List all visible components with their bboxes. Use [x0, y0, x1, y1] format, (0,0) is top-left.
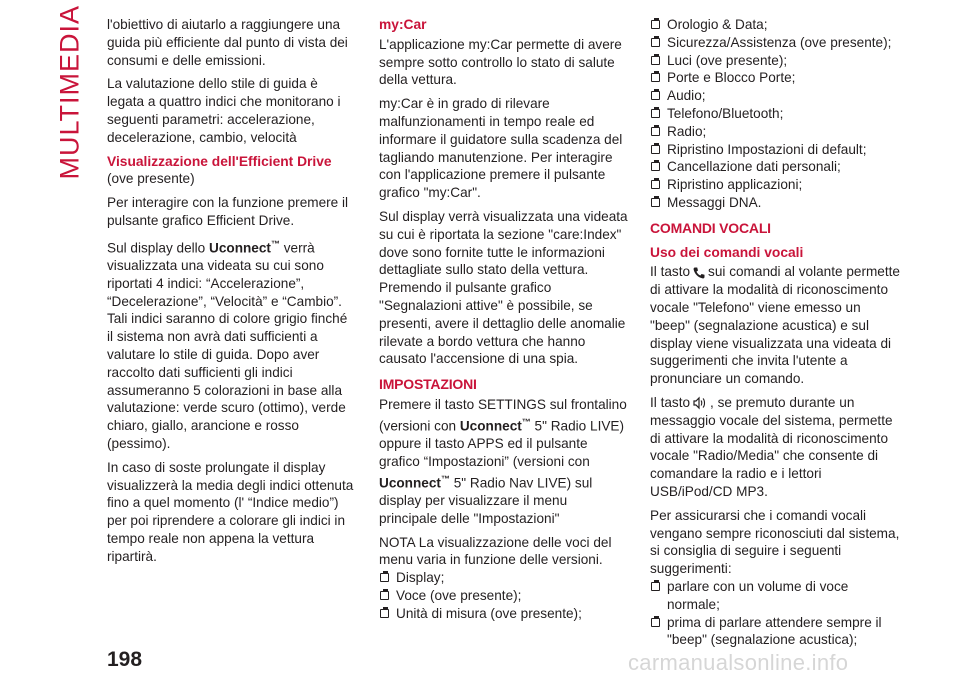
text: verrà visualizzata una videata su cui sono riportati 4 indici: “Accelerazione”, “Decelerazione”, “Velocità” e “Cambio”. Tali indici saranno di colore grigio finché il sistema non avrà dati sufficienti a valutare lo stile di guida. Dopo aver raccolto dati sufficienti gli indici assumeranno 5 colorazioni in base alla valutazione: verde scuro (ottimo), verde chiaro, giallo, arancione e rosso (pessimo). — [107, 240, 348, 452]
settings-list-continued — [650, 16, 902, 212]
column-1 — [107, 16, 357, 572]
list-item — [650, 105, 902, 123]
column-2 — [379, 16, 629, 629]
trademark: ™ — [521, 416, 531, 427]
list-item-label: Audio; — [667, 88, 706, 104]
list-item-label: Telefono/Bluetooth; — [667, 105, 784, 121]
list-item-label: prima di parlare attendere sempre il "beep" (segnalazione acustica); — [667, 614, 882, 648]
checkbox-bullet-icon — [651, 20, 660, 29]
text: Il tasto — [650, 394, 691, 410]
paragraph: Per interagire con la funzione premere il pulsante grafico Efficient Drive. — [107, 195, 349, 228]
paragraph: Per assicurarsi che i comandi vocali vengano sempre riconosciuti dal sistema, si consiglia di seguire i seguenti suggerimenti: — [650, 507, 900, 577]
section-label: MULTIMEDIA — [54, 4, 85, 180]
checkbox-bullet-icon — [651, 162, 660, 171]
list-item — [650, 52, 902, 70]
checkbox-bullet-icon — [651, 618, 660, 627]
text: sui comandi al volante permette di attivare la modalità di riconoscimento vocale "Telefono" viene emesso un "beep" (segnalazione acustica) e sul display viene visualizzata una videata di suggerimenti che invita l'utente a pronunciare un comando. — [650, 264, 900, 387]
list-item — [650, 34, 902, 52]
paragraph: l'obiettivo di aiutarlo a raggiungere una guida più efficiente dal punto di vista dei consumi e delle emissioni. — [107, 17, 348, 68]
note: NOTA La visualizzazione delle voci del menu varia in funzione delle versioni. — [379, 534, 612, 568]
column-3 — [650, 16, 902, 655]
paragraph — [107, 236, 357, 453]
list-item — [650, 141, 902, 159]
paragraph: my:Car è in grado di rilevare malfunzionamenti in tempo reale ed informare il guidatore sulla scadenza del tagliando manutenzione. Per interagire con l'applicazione premere il pulsante grafico "my:Car". — [379, 96, 623, 201]
list-item — [650, 578, 902, 614]
checkbox-bullet-icon — [651, 180, 660, 189]
list-item-label: Ripristino Impostazioni di default; — [667, 141, 867, 157]
list-item — [650, 123, 902, 141]
list-item — [650, 69, 902, 87]
side-section-tab — [52, 4, 85, 180]
voice-command-icon — [692, 396, 708, 410]
list-item-label: Ripristino applicazioni; — [667, 177, 803, 193]
checkbox-bullet-icon — [651, 582, 660, 591]
checkbox-bullet-icon — [651, 109, 660, 118]
list-item-label: Voce (ove presente); — [396, 587, 522, 603]
paragraph: La valutazione dello stile di guida è legata a quattro indici che monitorano i seguenti parametri: accelerazione, decelerazione, cambio, velocità — [107, 76, 341, 145]
list-item — [650, 87, 902, 105]
checkbox-bullet-icon — [651, 127, 660, 136]
page-number: 198 — [107, 648, 143, 671]
heading-note: (ove presente) — [107, 171, 195, 187]
trademark: ™ — [440, 473, 450, 484]
paragraph: Sul display verrà visualizzata una videata su cui è riportata la sezione "care:Index" dove sono fornite tutte le informazioni dettagliate sullo stato della vettura. Premendo il pulsante grafico "Segnalazioni attive" è possibile, se presenti, avere il dettaglio delle anomalie rilevate a bordo vettura che hanno causato l'accensione di una spia. — [379, 208, 628, 367]
phone-icon — [692, 266, 706, 280]
list-item-label: Sicurezza/Assistenza (ove presente); — [667, 34, 892, 50]
suggestions-list — [650, 578, 902, 649]
text: 5" Radio LIVE) oppure il tasto APPS ed il pulsante grafico “Impostazioni” (versioni con — [379, 418, 625, 469]
checkbox-bullet-icon — [380, 609, 389, 618]
watermark: carmanualsonline.info — [628, 650, 849, 675]
checkbox-bullet-icon — [651, 38, 660, 47]
list-item-label: Radio; — [667, 123, 707, 139]
section-heading: Uso dei comandi vocali — [650, 244, 804, 260]
brand-name: Uconnect — [459, 418, 522, 434]
brand-name: Uconnect — [379, 475, 441, 491]
text: Il tasto — [650, 264, 691, 280]
brand-name: Uconnect — [209, 240, 271, 256]
section-heading: my:Car — [379, 17, 427, 32]
chapter-heading: COMANDI VOCALI — [650, 219, 771, 236]
paragraph: L'applicazione my:Car permette di avere sempre sotto controllo lo stato di salute della vettura. — [379, 36, 622, 88]
paragraph — [650, 263, 902, 388]
checkbox-bullet-icon — [651, 198, 660, 207]
list-item-label: Display; — [396, 570, 445, 586]
chapter-heading: IMPOSTAZIONI — [379, 376, 477, 393]
text: 5" Radio Nav LIVE) sul display per visualizzare il menu principale delle "Impostazioni" — [379, 475, 593, 526]
paragraph — [650, 394, 902, 501]
text: Sul display dello — [107, 240, 210, 256]
list-item-label: Messaggi DNA. — [667, 194, 762, 210]
list-item-label: Luci (ove presente); — [667, 52, 788, 68]
list-item — [650, 158, 902, 176]
list-item — [379, 605, 629, 623]
paragraph: In caso di soste prolungate il display visualizzerà la media degli indici ottenuta fino a quel momento (l' “Indice medio”) per poi riprendere a colorare gli indici in tempo reale non appena la vettura ripartirà. — [107, 459, 354, 564]
list-item — [650, 194, 902, 212]
checkbox-bullet-icon — [651, 73, 660, 82]
list-item-label: parlare con un volume di voce normale; — [667, 578, 849, 612]
list-item-label: Cancellazione dati personali; — [667, 159, 841, 175]
checkbox-bullet-icon — [380, 591, 389, 600]
list-item-label: Porte e Blocco Porte; — [667, 70, 796, 86]
list-item-label: Unità di misura (ove presente); — [396, 605, 582, 621]
checkbox-bullet-icon — [651, 91, 660, 100]
trademark: ™ — [270, 238, 280, 249]
checkbox-bullet-icon — [651, 145, 660, 154]
section-heading: Visualizzazione dell'Efficient Drive — [107, 153, 332, 169]
list-item — [650, 16, 902, 34]
text: Premere il tasto SETTINGS sul frontalino (versioni con — [379, 396, 627, 434]
settings-list — [379, 569, 629, 622]
text: , se premuto durante un messaggio vocale del sistema, permette di attivare la modalità di riconoscimento vocale "Radio/Media" che consente di comandare la radio e i lettori USB/iPod/CD MP3. — [650, 394, 893, 499]
list-item-label: Orologio & Data; — [667, 17, 768, 32]
list-item — [650, 614, 902, 650]
list-item — [650, 176, 902, 194]
list-item — [379, 587, 629, 605]
paragraph — [379, 396, 629, 528]
list-item — [379, 569, 629, 587]
checkbox-bullet-icon — [651, 56, 660, 65]
checkbox-bullet-icon — [380, 573, 389, 582]
